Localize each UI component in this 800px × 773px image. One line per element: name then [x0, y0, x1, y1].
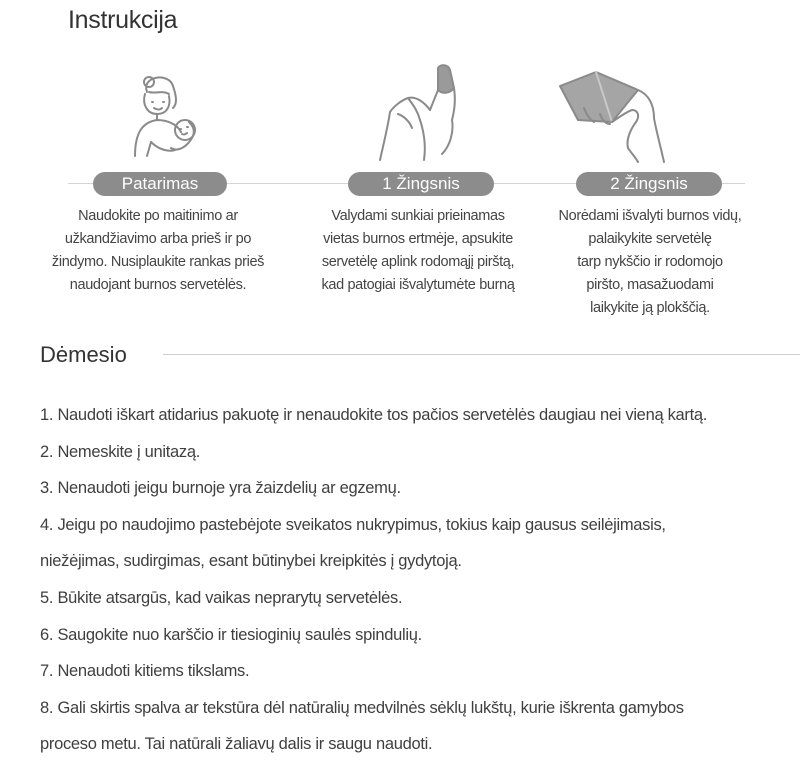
mother-baby-icon — [127, 70, 199, 160]
step-badge-1: 1 Žingsnis — [348, 172, 494, 196]
caution-item: 4. Jeigu po naudojimo pastebėjote sveikatos nukrypimus, tokius kaip gausus seilėjimasis, niežėjimas, sudirgimas, esant būtinybei kreipkitės į gydytoją. — [40, 515, 666, 571]
caution-item: 6. Saugokite nuo karščio ir tiesioginių saulės spindulių. — [40, 625, 422, 644]
hand-flat-wipe-icon — [556, 68, 668, 164]
caution-list — [40, 397, 800, 763]
step-badge-2: 2 Žingsnis — [576, 172, 722, 196]
caution-item: 8. Gali skirtis spalva ar tekstūra dėl natūralių medvilnės sėklų lukštų, kurie iškrenta gamybos proceso metu. Tai natūrali žaliavų dalis ir saugu naudoti. — [40, 698, 684, 754]
page-title: Instrukcija — [68, 6, 178, 34]
step-badge-tip: Patarimas — [93, 172, 227, 196]
caution-item: 5. Būkite atsargūs, kad vaikas neprarytų servetėlės. — [40, 588, 403, 607]
section-divider — [163, 354, 800, 355]
step-description-2: Norėdami išvalyti burnos vidų, palaikykite servetėlę tarp nykščio ir rodomojo piršto, masažuodami laikykite ją plokščią. — [558, 208, 742, 316]
caution-item: 1. Naudoti iškart atidarius pakuotę ir nenaudokite tos pačios servetėlės daugiau nei vieną kartą. — [40, 406, 708, 424]
caution-title: Dėmesio — [40, 342, 127, 367]
step-description-1: Valydami sunkiai prieinamas vietas burnos ertmėje, apsukite servetėlę aplink rodomąjį pirštą, kad patogiai išvalytumėte burną — [321, 208, 515, 293]
hand-finger-wipe-icon — [378, 62, 468, 162]
caution-item: 2. Nemeskite į unitazą. — [40, 442, 201, 461]
caution-item: 3. Nenaudoti jeigu burnoje yra žaizdelių ar egzemų. — [40, 479, 401, 498]
step-description-tip: Naudokite po maitinimo ar užkandžiavimo arba prieš ir po žindymo. Nusiplaukite rankas prieš naudojant burnos servetėlės. — [51, 208, 265, 293]
caution-item: 7. Nenaudoti kitiems tikslams. — [40, 662, 250, 681]
